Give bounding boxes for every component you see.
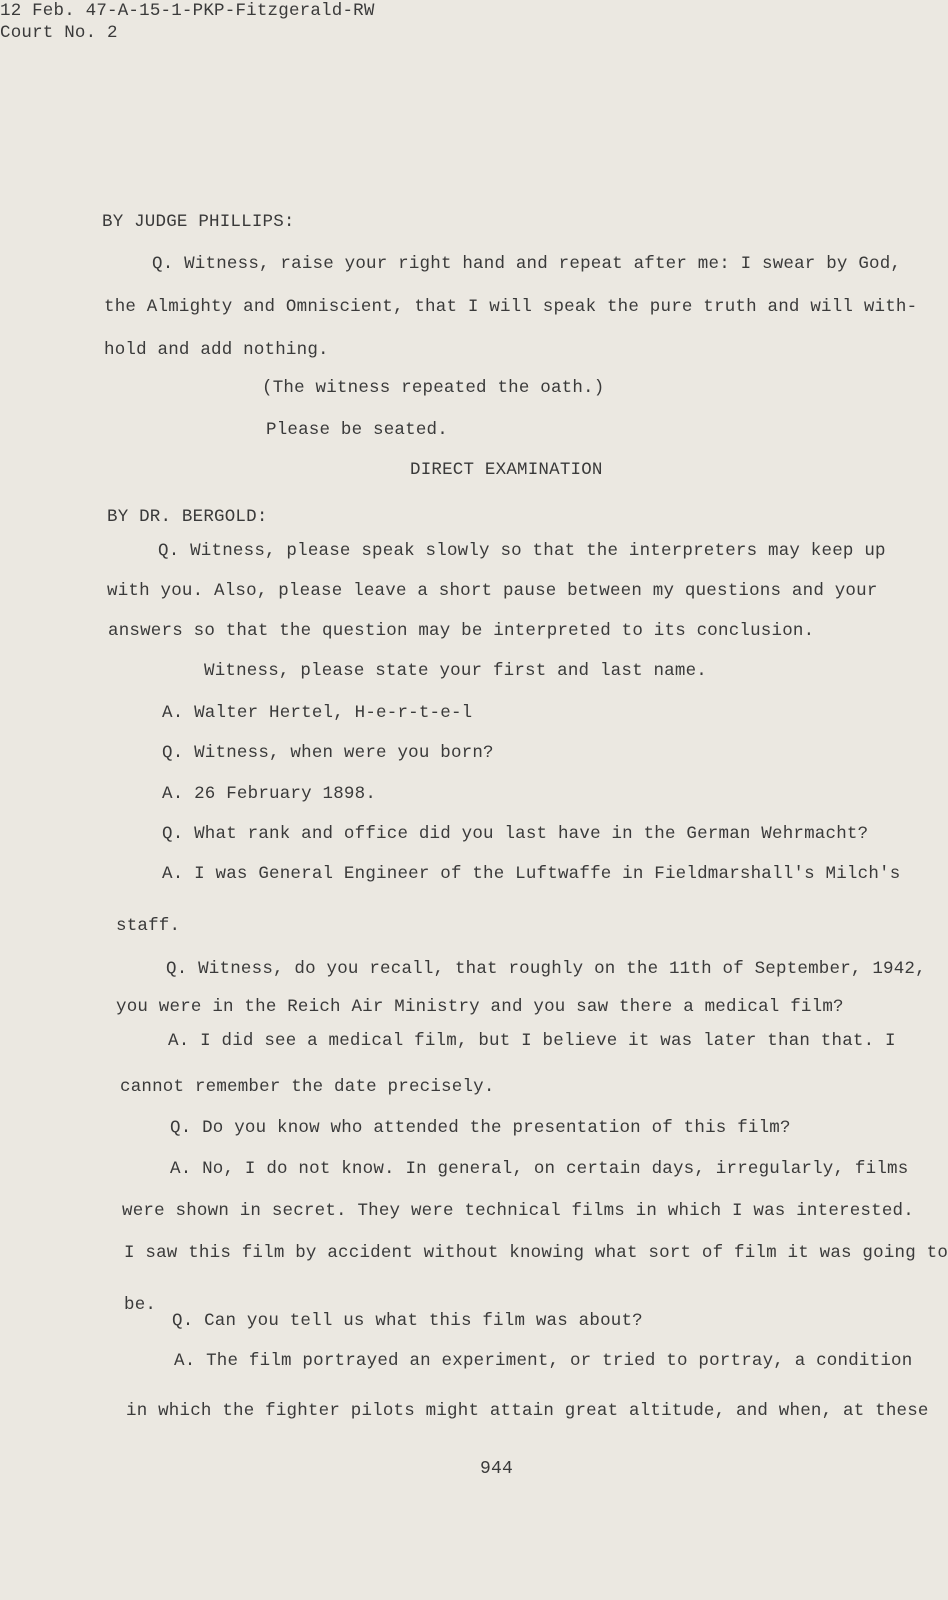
answer-3-line-1: A. I was General Engineer of the Luftwaffe in Fieldmarshall's Milch's: [162, 864, 901, 884]
section-title: DIRECT EXAMINATION: [410, 460, 603, 480]
question-1-line-4: Witness, please state your first and last name.: [204, 661, 707, 681]
answer-4-line-1: A. I did see a medical film, but I believe it was later than that. I: [168, 1031, 896, 1051]
question-2: Q. Witness, when were you born?: [162, 743, 494, 763]
speaker-judge: BY JUDGE PHILLIPS:: [102, 212, 295, 232]
oath-question-line-1: Q. Witness, raise your right hand and repeat after me: I swear by God,: [152, 254, 902, 274]
question-1-line-3: answers so that the question may be interpreted to its conclusion.: [108, 621, 815, 641]
question-4-line-2: you were in the Reich Air Ministry and you saw there a medical film?: [116, 997, 844, 1017]
answer-5-line-2: were shown in secret. They were technical films in which I was interested.: [122, 1201, 914, 1221]
answer-3-line-2: staff.: [116, 916, 181, 936]
answer-1: A. Walter Hertel, H-e-r-t-e-l: [162, 703, 473, 723]
oath-repeated-note: (The witness repeated the oath.): [262, 378, 605, 398]
question-4-line-1: Q. Witness, do you recall, that roughly on the 11th of September, 1942,: [166, 959, 926, 979]
question-3: Q. What rank and office did you last have in the German Wehrmacht?: [162, 824, 869, 844]
speaker-counsel: BY DR. BERGOLD:: [107, 507, 268, 527]
question-5: Q. Do you know who attended the presentation of this film?: [170, 1118, 791, 1138]
answer-5-line-3: I saw this film by accident without knowing what sort of film it was going to: [124, 1243, 948, 1263]
oath-question-line-3: hold and add nothing.: [104, 340, 329, 360]
answer-4-line-2: cannot remember the date precisely.: [120, 1077, 495, 1097]
question-1-line-2: with you. Also, please leave a short pause between my questions and your: [107, 581, 878, 601]
question-1-line-1: Q. Witness, please speak slowly so that the interpreters may keep up: [158, 541, 886, 561]
header-court: Court No. 2: [0, 23, 118, 43]
answer-6-line-2: in which the fighter pilots might attain great altitude, and when, at these: [126, 1401, 929, 1421]
oath-question-line-2: the Almighty and Omniscient, that I will speak the pure truth and will with-: [104, 297, 918, 317]
answer-6-line-1: A. The film portrayed an experiment, or tried to portray, a condition: [174, 1351, 913, 1371]
page-number: 944: [480, 1459, 514, 1479]
answer-5-line-1: A. No, I do not know. In general, on certain days, irregularly, films: [170, 1159, 909, 1179]
header-reference: 12 Feb. 47-A-15-1-PKP-Fitzgerald-RW: [0, 1, 375, 21]
be-seated: Please be seated.: [266, 420, 448, 440]
answer-5-line-4: be.: [124, 1295, 157, 1315]
document-header: [0, 0, 948, 44]
question-6: Q. Can you tell us what this film was about?: [172, 1311, 643, 1331]
answer-2: A. 26 February 1898.: [162, 784, 377, 804]
